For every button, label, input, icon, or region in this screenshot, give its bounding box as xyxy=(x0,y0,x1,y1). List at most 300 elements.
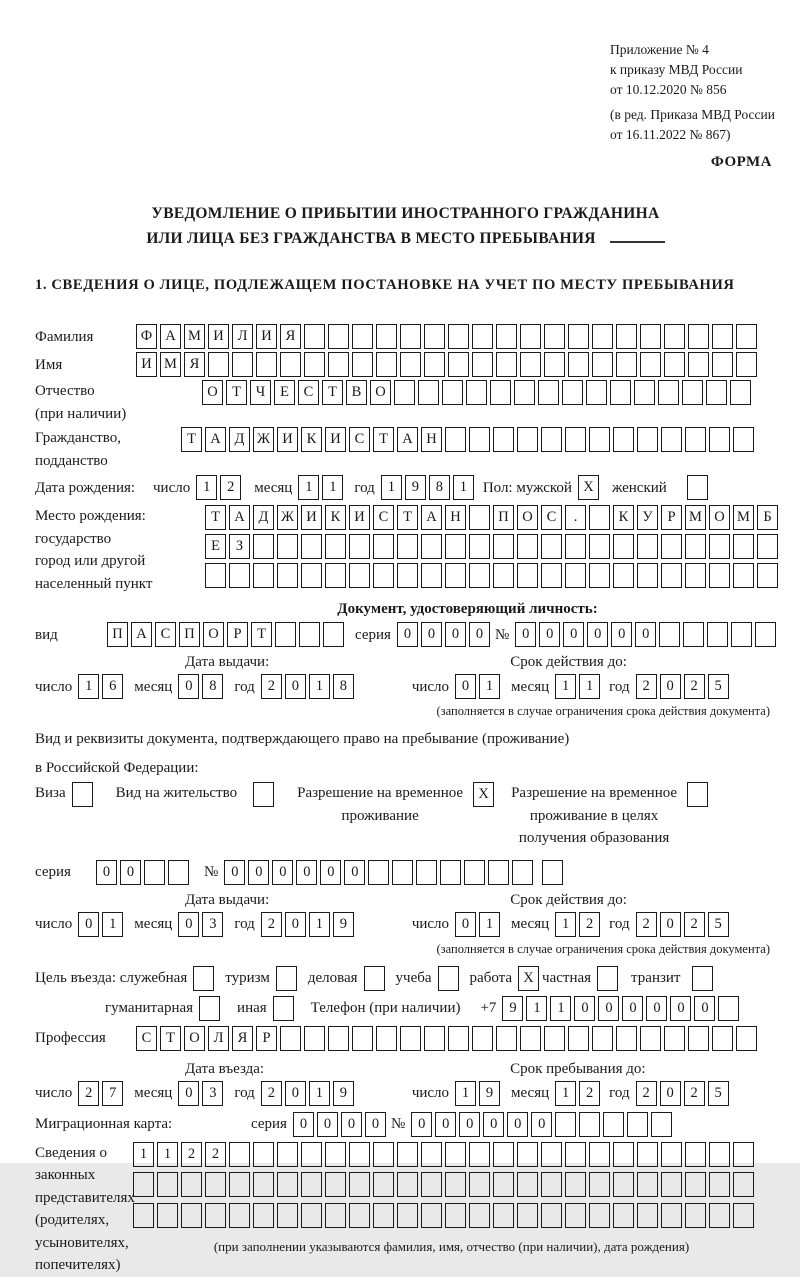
stay-month-boxes-cell[interactable]: 2 xyxy=(579,1081,600,1106)
patronymic-boxes-cell[interactable] xyxy=(466,380,487,405)
representatives-line3-boxes-cell[interactable] xyxy=(157,1203,178,1228)
citizenship-boxes-cell[interactable] xyxy=(517,427,538,452)
permit-number-boxes-cell[interactable] xyxy=(440,860,461,885)
representatives-line1-boxes-cell[interactable] xyxy=(541,1142,562,1167)
surname-boxes-cell[interactable]: Л xyxy=(232,324,253,349)
representatives-line1-boxes-cell[interactable] xyxy=(661,1142,682,1167)
permit-expiry-year-boxes-cell[interactable]: 2 xyxy=(684,912,705,937)
representatives-line1-boxes-cell[interactable] xyxy=(613,1142,634,1167)
representatives-line3-boxes-cell[interactable] xyxy=(637,1203,658,1228)
permit-series-boxes-cell[interactable]: 0 xyxy=(120,860,141,885)
representatives-line3-boxes-cell[interactable] xyxy=(205,1203,226,1228)
checkbox-tourism[interactable] xyxy=(276,966,297,991)
permit-issue-year-boxes-cell[interactable]: 1 xyxy=(309,912,330,937)
entry-month-boxes-cell[interactable]: 3 xyxy=(202,1081,223,1106)
profession-boxes-cell[interactable]: С xyxy=(136,1026,157,1051)
birthplace-line1-boxes-cell[interactable] xyxy=(589,505,610,530)
representatives-line3-boxes-cell[interactable] xyxy=(709,1203,730,1228)
doc-type-boxes-cell[interactable]: П xyxy=(107,622,128,647)
birthplace-line3-boxes-cell[interactable] xyxy=(469,563,490,588)
profession-boxes-cell[interactable] xyxy=(736,1026,757,1051)
phone-boxes-cell[interactable]: 0 xyxy=(646,996,667,1021)
representatives-line2-boxes-cell[interactable] xyxy=(517,1172,538,1197)
patronymic-boxes-cell[interactable] xyxy=(394,380,415,405)
permit-expiry-year-boxes-cell[interactable]: 0 xyxy=(660,912,681,937)
birthplace-line1-boxes-cell[interactable]: И xyxy=(301,505,322,530)
entry-month-boxes-cell[interactable]: 0 xyxy=(178,1081,199,1106)
birthplace-line1-boxes-cell[interactable]: С xyxy=(373,505,394,530)
surname-boxes-cell[interactable] xyxy=(736,324,757,349)
birthplace-line2-boxes-cell[interactable] xyxy=(757,534,778,559)
representatives-line3-boxes-cell[interactable] xyxy=(541,1203,562,1228)
checkbox-private[interactable] xyxy=(597,966,618,991)
doc-number-boxes-cell[interactable] xyxy=(683,622,704,647)
profession-boxes-cell[interactable]: Т xyxy=(160,1026,181,1051)
birthplace-line1-boxes-cell[interactable]: О xyxy=(709,505,730,530)
citizenship-boxes-cell[interactable]: Ж xyxy=(253,427,274,452)
doc-type-boxes-cell[interactable]: Р xyxy=(227,622,248,647)
birthplace-line2-boxes-cell[interactable] xyxy=(325,534,346,559)
patronymic-boxes-cell[interactable] xyxy=(658,380,679,405)
representatives-line2-boxes-cell[interactable] xyxy=(253,1172,274,1197)
birthplace-line2-boxes-cell[interactable] xyxy=(613,534,634,559)
birthplace-line1-boxes-cell[interactable]: С xyxy=(541,505,562,530)
patronymic-boxes-cell[interactable] xyxy=(562,380,583,405)
permit-series-boxes-cell[interactable]: 0 xyxy=(96,860,117,885)
migcard-number-boxes-cell[interactable] xyxy=(627,1112,648,1137)
profession-boxes-cell[interactable] xyxy=(448,1026,469,1051)
representatives-line3-boxes-cell[interactable] xyxy=(253,1203,274,1228)
representatives-line2-boxes-cell[interactable] xyxy=(325,1172,346,1197)
given-name-boxes-cell[interactable] xyxy=(736,352,757,377)
representatives-line2-boxes-cell[interactable] xyxy=(301,1172,322,1197)
representatives-line2-boxes-cell[interactable] xyxy=(205,1172,226,1197)
representatives-line1-boxes-cell[interactable]: 2 xyxy=(205,1142,226,1167)
given-name-boxes-cell[interactable] xyxy=(712,352,733,377)
permit-issue-day-boxes-cell[interactable]: 0 xyxy=(78,912,99,937)
surname-boxes-cell[interactable] xyxy=(424,324,445,349)
doc-expiry-day-boxes-cell[interactable]: 1 xyxy=(479,674,500,699)
stay-day-boxes-cell[interactable]: 1 xyxy=(455,1081,476,1106)
representatives-line2-boxes-cell[interactable] xyxy=(661,1172,682,1197)
surname-boxes-cell[interactable]: М xyxy=(184,324,205,349)
birthplace-line1-boxes-cell[interactable]: Р xyxy=(661,505,682,530)
birthplace-line2-boxes-cell[interactable] xyxy=(517,534,538,559)
birthplace-line1-boxes-cell[interactable]: М xyxy=(685,505,706,530)
profession-boxes-cell[interactable] xyxy=(592,1026,613,1051)
birth-year-boxes-cell[interactable]: 8 xyxy=(429,475,450,500)
permit-issue-month-boxes-cell[interactable]: 0 xyxy=(178,912,199,937)
representatives-line2-boxes-cell[interactable] xyxy=(613,1172,634,1197)
patronymic-boxes-cell[interactable] xyxy=(682,380,703,405)
permit-number-extra-box-cell[interactable] xyxy=(542,860,563,885)
patronymic-boxes-cell[interactable] xyxy=(586,380,607,405)
citizenship-boxes-cell[interactable] xyxy=(565,427,586,452)
permit-issue-year-boxes-cell[interactable]: 2 xyxy=(261,912,282,937)
birthplace-line2-boxes-cell[interactable] xyxy=(493,534,514,559)
birthplace-line1-boxes-cell[interactable]: Т xyxy=(205,505,226,530)
representatives-line2-boxes-cell[interactable] xyxy=(349,1172,370,1197)
representatives-line3-boxes-cell[interactable] xyxy=(565,1203,586,1228)
permit-number-boxes-cell[interactable] xyxy=(488,860,509,885)
representatives-line3-boxes-cell[interactable] xyxy=(613,1203,634,1228)
birthplace-line2-boxes-cell[interactable] xyxy=(445,534,466,559)
representatives-line3-boxes-cell[interactable] xyxy=(301,1203,322,1228)
given-name-boxes-cell[interactable] xyxy=(496,352,517,377)
citizenship-boxes-cell[interactable]: Т xyxy=(373,427,394,452)
doc-type-boxes-cell[interactable] xyxy=(299,622,320,647)
migcard-number-boxes-cell[interactable] xyxy=(603,1112,624,1137)
birthplace-line1-boxes-cell[interactable]: К xyxy=(325,505,346,530)
given-name-boxes-cell[interactable] xyxy=(256,352,277,377)
permit-expiry-year-boxes-cell[interactable]: 5 xyxy=(708,912,729,937)
patronymic-boxes-cell[interactable]: Т xyxy=(226,380,247,405)
birthplace-line3-boxes-cell[interactable] xyxy=(349,563,370,588)
phone-boxes-cell[interactable]: 0 xyxy=(670,996,691,1021)
representatives-line3-boxes-cell[interactable] xyxy=(733,1203,754,1228)
citizenship-boxes-cell[interactable] xyxy=(733,427,754,452)
patronymic-boxes-cell[interactable]: О xyxy=(202,380,223,405)
representatives-line3-boxes-cell[interactable] xyxy=(325,1203,346,1228)
representatives-line2-boxes-cell[interactable] xyxy=(589,1172,610,1197)
birthplace-line3-boxes-cell[interactable] xyxy=(661,563,682,588)
doc-number-boxes-cell[interactable] xyxy=(707,622,728,647)
representatives-line2-boxes-cell[interactable] xyxy=(541,1172,562,1197)
entry-day-boxes-cell[interactable]: 7 xyxy=(102,1081,123,1106)
birthplace-line1-boxes-cell[interactable]: К xyxy=(613,505,634,530)
checkbox-study[interactable] xyxy=(438,966,459,991)
patronymic-boxes-cell[interactable]: Ч xyxy=(250,380,271,405)
phone-boxes-cell[interactable]: 0 xyxy=(574,996,595,1021)
birth-day-boxes-cell[interactable]: 1 xyxy=(196,475,217,500)
birth-year-boxes-cell[interactable]: 1 xyxy=(381,475,402,500)
entry-year-boxes-cell[interactable]: 2 xyxy=(261,1081,282,1106)
checkbox-other-purpose[interactable] xyxy=(273,996,294,1021)
birth-month-boxes-cell[interactable]: 1 xyxy=(298,475,319,500)
stay-year-boxes-cell[interactable]: 0 xyxy=(660,1081,681,1106)
given-name-boxes-cell[interactable] xyxy=(544,352,565,377)
checkbox-visa[interactable] xyxy=(72,782,93,807)
profession-boxes-cell[interactable]: О xyxy=(184,1026,205,1051)
doc-number-boxes-cell[interactable]: 0 xyxy=(635,622,656,647)
patronymic-boxes-cell[interactable]: О xyxy=(370,380,391,405)
doc-series-boxes-cell[interactable]: 0 xyxy=(469,622,490,647)
representatives-line1-boxes-cell[interactable] xyxy=(349,1142,370,1167)
checkbox-female[interactable] xyxy=(687,475,708,500)
representatives-line1-boxes-cell[interactable] xyxy=(445,1142,466,1167)
phone-boxes-cell[interactable]: 0 xyxy=(622,996,643,1021)
citizenship-boxes-cell[interactable] xyxy=(613,427,634,452)
birthplace-line2-boxes-cell[interactable] xyxy=(565,534,586,559)
checkbox-residence-permit[interactable] xyxy=(253,782,274,807)
representatives-line1-boxes-cell[interactable] xyxy=(301,1142,322,1167)
migcard-series-boxes-cell[interactable]: 0 xyxy=(341,1112,362,1137)
given-name-boxes-cell[interactable] xyxy=(352,352,373,377)
migcard-series-boxes-cell[interactable]: 0 xyxy=(317,1112,338,1137)
surname-boxes-cell[interactable]: И xyxy=(208,324,229,349)
birthplace-line1-boxes-cell[interactable]: Ж xyxy=(277,505,298,530)
patronymic-boxes-cell[interactable] xyxy=(514,380,535,405)
permit-number-boxes-cell[interactable]: 0 xyxy=(344,860,365,885)
citizenship-boxes-cell[interactable] xyxy=(445,427,466,452)
permit-number-boxes-cell[interactable]: 0 xyxy=(272,860,293,885)
representatives-line1-boxes-cell[interactable] xyxy=(637,1142,658,1167)
birthplace-line3-boxes-cell[interactable] xyxy=(445,563,466,588)
profession-boxes-cell[interactable] xyxy=(472,1026,493,1051)
birthplace-line1-boxes-cell[interactable]: Н xyxy=(445,505,466,530)
surname-boxes-cell[interactable] xyxy=(568,324,589,349)
birthplace-line2-boxes-cell[interactable] xyxy=(733,534,754,559)
citizenship-boxes-cell[interactable] xyxy=(637,427,658,452)
citizenship-boxes-cell[interactable] xyxy=(589,427,610,452)
birthplace-line3-boxes-cell[interactable] xyxy=(421,563,442,588)
birth-day-boxes-cell[interactable]: 2 xyxy=(220,475,241,500)
profession-boxes-cell[interactable]: Л xyxy=(208,1026,229,1051)
representatives-line2-boxes-cell[interactable] xyxy=(181,1172,202,1197)
representatives-line2-boxes-cell[interactable] xyxy=(685,1172,706,1197)
representatives-line1-boxes-cell[interactable] xyxy=(709,1142,730,1167)
birthplace-line3-boxes-cell[interactable] xyxy=(733,563,754,588)
profession-boxes-cell[interactable] xyxy=(496,1026,517,1051)
doc-issue-year-boxes-cell[interactable]: 2 xyxy=(261,674,282,699)
stay-year-boxes-cell[interactable]: 2 xyxy=(684,1081,705,1106)
representatives-line1-boxes-cell[interactable] xyxy=(685,1142,706,1167)
profession-boxes-cell[interactable] xyxy=(616,1026,637,1051)
representatives-line2-boxes-cell[interactable] xyxy=(373,1172,394,1197)
surname-boxes-cell[interactable] xyxy=(496,324,517,349)
permit-number-boxes-cell[interactable] xyxy=(464,860,485,885)
surname-boxes-cell[interactable] xyxy=(592,324,613,349)
birthplace-line3-boxes-cell[interactable] xyxy=(277,563,298,588)
migcard-number-boxes-cell[interactable]: 0 xyxy=(411,1112,432,1137)
doc-number-boxes-cell[interactable]: 0 xyxy=(539,622,560,647)
given-name-boxes-cell[interactable]: Я xyxy=(184,352,205,377)
citizenship-boxes-cell[interactable]: И xyxy=(325,427,346,452)
citizenship-boxes-cell[interactable]: А xyxy=(205,427,226,452)
representatives-line3-boxes-cell[interactable] xyxy=(349,1203,370,1228)
permit-number-boxes-cell[interactable] xyxy=(512,860,533,885)
representatives-line1-boxes-cell[interactable] xyxy=(373,1142,394,1167)
profession-boxes-cell[interactable] xyxy=(568,1026,589,1051)
checkbox-work[interactable]: X xyxy=(518,966,539,991)
profession-boxes-cell[interactable] xyxy=(376,1026,397,1051)
surname-boxes-cell[interactable] xyxy=(616,324,637,349)
profession-boxes-cell[interactable] xyxy=(688,1026,709,1051)
birthplace-line3-boxes-cell[interactable] xyxy=(709,563,730,588)
doc-number-boxes-cell[interactable]: 0 xyxy=(587,622,608,647)
patronymic-boxes-cell[interactable] xyxy=(418,380,439,405)
permit-number-boxes-cell[interactable] xyxy=(392,860,413,885)
permit-number-boxes-cell[interactable]: 0 xyxy=(320,860,341,885)
representatives-line2-boxes-cell[interactable] xyxy=(157,1172,178,1197)
doc-expiry-year-boxes-cell[interactable]: 2 xyxy=(684,674,705,699)
birthplace-line3-boxes-cell[interactable] xyxy=(301,563,322,588)
migcard-series-boxes-cell[interactable]: 0 xyxy=(293,1112,314,1137)
given-name-boxes-cell[interactable] xyxy=(280,352,301,377)
surname-boxes-cell[interactable] xyxy=(712,324,733,349)
patronymic-boxes-cell[interactable] xyxy=(730,380,751,405)
doc-type-boxes-cell[interactable]: П xyxy=(179,622,200,647)
representatives-line2-boxes-cell[interactable] xyxy=(469,1172,490,1197)
doc-type-boxes-cell[interactable] xyxy=(275,622,296,647)
birthplace-line3-boxes-cell[interactable] xyxy=(757,563,778,588)
birthplace-line3-boxes-cell[interactable] xyxy=(565,563,586,588)
given-name-boxes-cell[interactable] xyxy=(616,352,637,377)
doc-expiry-month-boxes-cell[interactable]: 1 xyxy=(555,674,576,699)
representatives-line3-boxes-cell[interactable] xyxy=(589,1203,610,1228)
representatives-line3-boxes-cell[interactable] xyxy=(685,1203,706,1228)
citizenship-boxes-cell[interactable]: Т xyxy=(181,427,202,452)
patronymic-boxes-cell[interactable] xyxy=(442,380,463,405)
representatives-line1-boxes-cell[interactable]: 1 xyxy=(133,1142,154,1167)
permit-number-boxes-cell[interactable]: 0 xyxy=(248,860,269,885)
representatives-line2-boxes-cell[interactable] xyxy=(421,1172,442,1197)
representatives-line2-boxes-cell[interactable] xyxy=(733,1172,754,1197)
doc-series-boxes-cell[interactable]: 0 xyxy=(397,622,418,647)
birthplace-line3-boxes-cell[interactable] xyxy=(637,563,658,588)
given-name-boxes-cell[interactable] xyxy=(472,352,493,377)
birthplace-line2-boxes-cell[interactable] xyxy=(469,534,490,559)
citizenship-boxes-cell[interactable] xyxy=(541,427,562,452)
birthplace-line1-boxes-cell[interactable]: О xyxy=(517,505,538,530)
birthplace-line2-boxes-cell[interactable] xyxy=(685,534,706,559)
given-name-boxes-cell[interactable] xyxy=(448,352,469,377)
patronymic-boxes-cell[interactable] xyxy=(610,380,631,405)
patronymic-boxes-cell[interactable] xyxy=(538,380,559,405)
citizenship-boxes-cell[interactable]: А xyxy=(397,427,418,452)
surname-boxes-cell[interactable] xyxy=(664,324,685,349)
birthplace-line1-boxes-cell[interactable]: Б xyxy=(757,505,778,530)
representatives-line1-boxes-cell[interactable] xyxy=(397,1142,418,1167)
given-name-boxes-cell[interactable] xyxy=(592,352,613,377)
doc-issue-month-boxes-cell[interactable]: 0 xyxy=(178,674,199,699)
migcard-number-boxes-cell[interactable] xyxy=(555,1112,576,1137)
migcard-number-boxes-cell[interactable] xyxy=(651,1112,672,1137)
birthplace-line2-boxes-cell[interactable] xyxy=(349,534,370,559)
birthplace-line2-boxes-cell[interactable] xyxy=(277,534,298,559)
checkbox-business[interactable] xyxy=(364,966,385,991)
doc-issue-month-boxes-cell[interactable]: 8 xyxy=(202,674,223,699)
doc-issue-year-boxes-cell[interactable]: 8 xyxy=(333,674,354,699)
birthplace-line2-boxes-cell[interactable]: Е xyxy=(205,534,226,559)
given-name-boxes-cell[interactable] xyxy=(520,352,541,377)
given-name-boxes-cell[interactable] xyxy=(328,352,349,377)
representatives-line1-boxes-cell[interactable] xyxy=(493,1142,514,1167)
citizenship-boxes-cell[interactable]: И xyxy=(277,427,298,452)
patronymic-boxes-cell[interactable] xyxy=(706,380,727,405)
surname-boxes-cell[interactable]: Ф xyxy=(136,324,157,349)
patronymic-boxes-cell[interactable] xyxy=(634,380,655,405)
birthplace-line2-boxes-cell[interactable]: З xyxy=(229,534,250,559)
checkbox-transit[interactable] xyxy=(692,966,713,991)
phone-boxes-cell[interactable]: 1 xyxy=(550,996,571,1021)
doc-type-boxes-cell[interactable]: О xyxy=(203,622,224,647)
phone-boxes-cell[interactable]: 0 xyxy=(694,996,715,1021)
birthplace-line3-boxes-cell[interactable] xyxy=(397,563,418,588)
checkbox-temp-residence-edu[interactable] xyxy=(687,782,708,807)
profession-boxes-cell[interactable] xyxy=(664,1026,685,1051)
profession-boxes-cell[interactable] xyxy=(712,1026,733,1051)
birthplace-line2-boxes-cell[interactable] xyxy=(373,534,394,559)
surname-boxes-cell[interactable] xyxy=(400,324,421,349)
birthplace-line2-boxes-cell[interactable] xyxy=(397,534,418,559)
given-name-boxes-cell[interactable] xyxy=(208,352,229,377)
birthplace-line2-boxes-cell[interactable] xyxy=(661,534,682,559)
patronymic-boxes-cell[interactable]: Т xyxy=(322,380,343,405)
birth-year-boxes-cell[interactable]: 1 xyxy=(453,475,474,500)
representatives-line1-boxes-cell[interactable] xyxy=(421,1142,442,1167)
doc-expiry-day-boxes-cell[interactable]: 0 xyxy=(455,674,476,699)
citizenship-boxes-cell[interactable] xyxy=(709,427,730,452)
representatives-line3-boxes-cell[interactable] xyxy=(661,1203,682,1228)
migcard-series-boxes-cell[interactable]: 0 xyxy=(365,1112,386,1137)
birthplace-line3-boxes-cell[interactable] xyxy=(493,563,514,588)
representatives-line1-boxes-cell[interactable] xyxy=(229,1142,250,1167)
surname-boxes-cell[interactable] xyxy=(544,324,565,349)
permit-expiry-year-boxes-cell[interactable]: 2 xyxy=(636,912,657,937)
stay-year-boxes-cell[interactable]: 5 xyxy=(708,1081,729,1106)
birthplace-line3-boxes-cell[interactable] xyxy=(205,563,226,588)
surname-boxes-cell[interactable] xyxy=(352,324,373,349)
entry-year-boxes-cell[interactable]: 9 xyxy=(333,1081,354,1106)
checkbox-official[interactable] xyxy=(193,966,214,991)
birthplace-line3-boxes-cell[interactable] xyxy=(589,563,610,588)
profession-boxes-cell[interactable] xyxy=(304,1026,325,1051)
doc-number-boxes-cell[interactable]: 0 xyxy=(611,622,632,647)
surname-boxes-cell[interactable] xyxy=(376,324,397,349)
profession-boxes-cell[interactable]: Р xyxy=(256,1026,277,1051)
birthplace-line3-boxes-cell[interactable] xyxy=(229,563,250,588)
doc-number-boxes-cell[interactable]: 0 xyxy=(515,622,536,647)
birthplace-line3-boxes-cell[interactable] xyxy=(541,563,562,588)
doc-number-boxes-cell[interactable]: 0 xyxy=(563,622,584,647)
patronymic-boxes-cell[interactable]: В xyxy=(346,380,367,405)
permit-issue-year-boxes-cell[interactable]: 9 xyxy=(333,912,354,937)
permit-expiry-day-boxes-cell[interactable]: 0 xyxy=(455,912,476,937)
given-name-boxes-cell[interactable] xyxy=(232,352,253,377)
given-name-boxes-cell[interactable] xyxy=(424,352,445,377)
entry-year-boxes-cell[interactable]: 0 xyxy=(285,1081,306,1106)
surname-boxes-cell[interactable] xyxy=(688,324,709,349)
representatives-line2-boxes-cell[interactable] xyxy=(445,1172,466,1197)
birthplace-line2-boxes-cell[interactable] xyxy=(541,534,562,559)
surname-boxes-cell[interactable] xyxy=(304,324,325,349)
birthplace-line2-boxes-cell[interactable] xyxy=(709,534,730,559)
representatives-line3-boxes-cell[interactable] xyxy=(229,1203,250,1228)
permit-issue-day-boxes-cell[interactable]: 1 xyxy=(102,912,123,937)
representatives-line2-boxes-cell[interactable] xyxy=(637,1172,658,1197)
birthplace-line3-boxes-cell[interactable] xyxy=(373,563,394,588)
birthplace-line3-boxes-cell[interactable] xyxy=(325,563,346,588)
representatives-line2-boxes-cell[interactable] xyxy=(709,1172,730,1197)
stay-day-boxes-cell[interactable]: 9 xyxy=(479,1081,500,1106)
birthplace-line3-boxes-cell[interactable] xyxy=(613,563,634,588)
representatives-line1-boxes-cell[interactable] xyxy=(325,1142,346,1167)
profession-boxes-cell[interactable]: Я xyxy=(232,1026,253,1051)
surname-boxes-cell[interactable] xyxy=(448,324,469,349)
representatives-line2-boxes-cell[interactable] xyxy=(229,1172,250,1197)
given-name-boxes-cell[interactable] xyxy=(640,352,661,377)
given-name-boxes-cell[interactable]: И xyxy=(136,352,157,377)
birthplace-line3-boxes-cell[interactable] xyxy=(517,563,538,588)
representatives-line1-boxes-cell[interactable] xyxy=(565,1142,586,1167)
birthplace-line1-boxes-cell[interactable]: П xyxy=(493,505,514,530)
phone-boxes-cell[interactable]: 0 xyxy=(598,996,619,1021)
entry-year-boxes-cell[interactable]: 1 xyxy=(309,1081,330,1106)
doc-issue-day-boxes-cell[interactable]: 6 xyxy=(102,674,123,699)
doc-issue-year-boxes-cell[interactable]: 0 xyxy=(285,674,306,699)
representatives-line3-boxes-cell[interactable] xyxy=(493,1203,514,1228)
